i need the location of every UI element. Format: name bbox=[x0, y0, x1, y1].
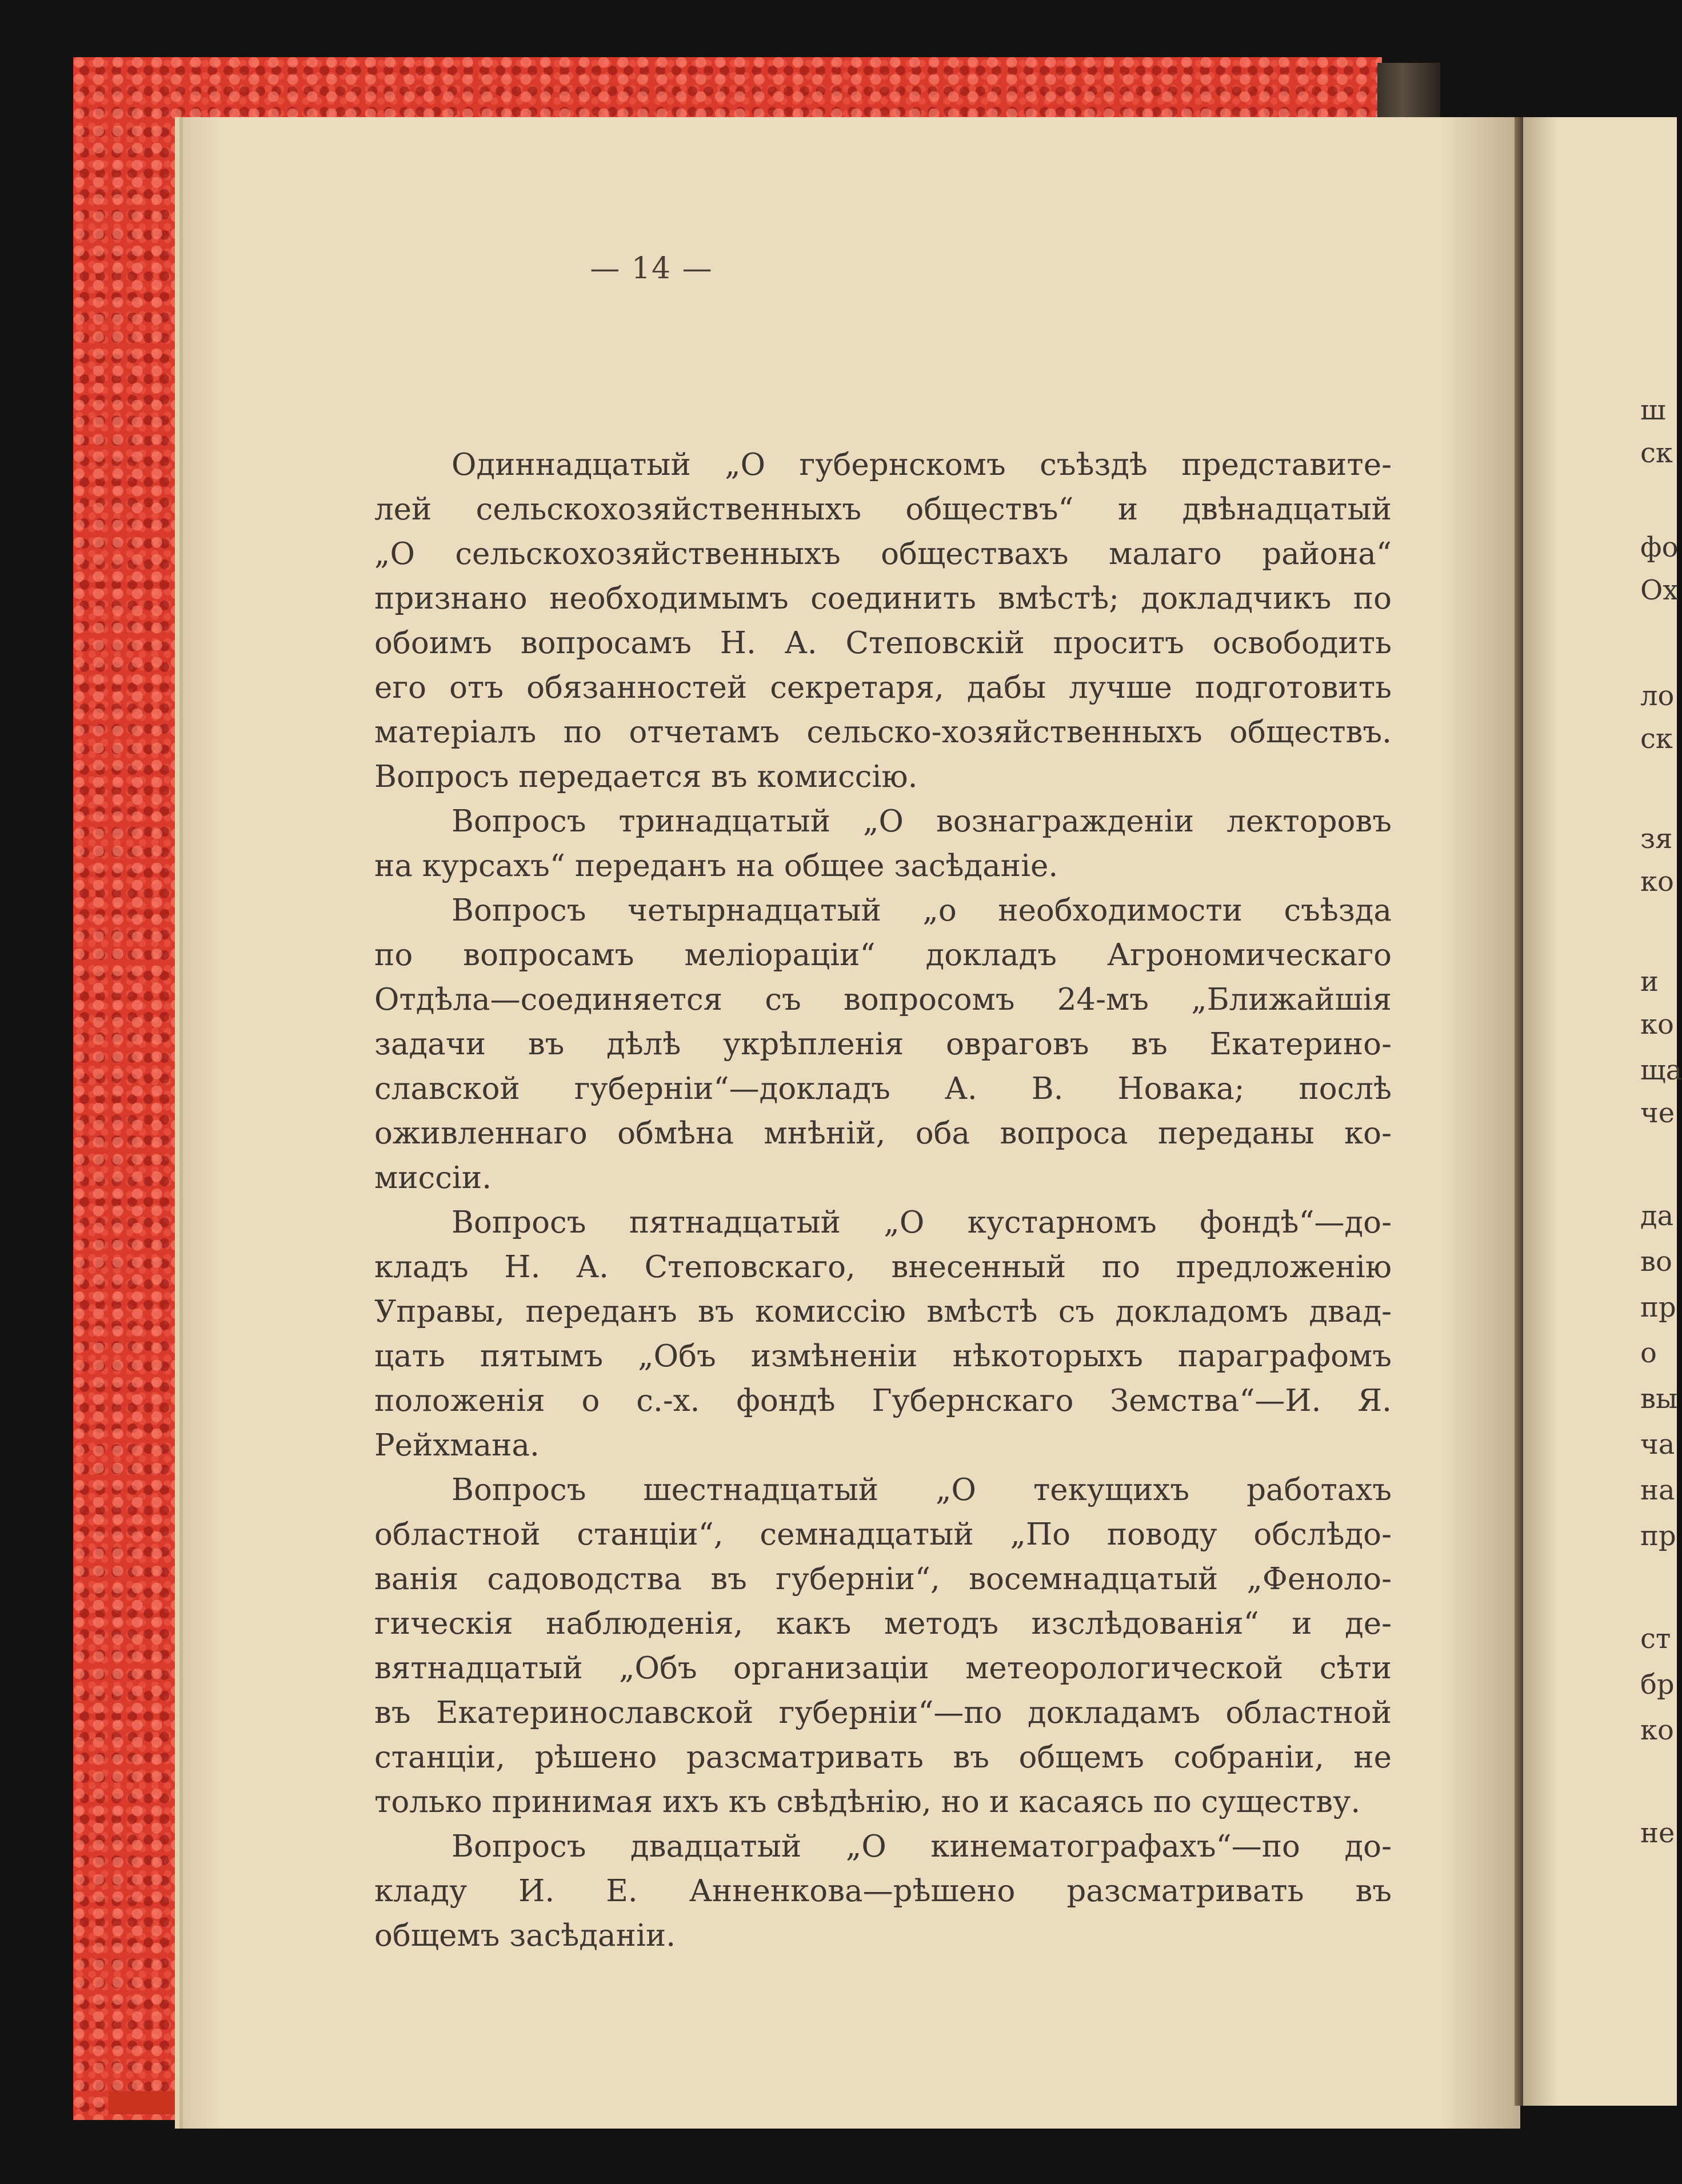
next-page-fragment: ск bbox=[1640, 437, 1673, 469]
text-line: Вопросъ передается въ комиссію. bbox=[374, 759, 918, 794]
text-line: задачи въ дѣлѣ укрѣпленія овраговъ въ Екатерино- bbox=[374, 1027, 1392, 1062]
next-page-fragment: вы bbox=[1640, 1383, 1678, 1415]
text-line: станціи, рѣшено разсматривать въ общемъ собраніи, не bbox=[374, 1740, 1392, 1775]
page-left bbox=[183, 117, 1520, 2129]
text-line: обоимъ вопросамъ Н. А. Степовскій проситъ освободить bbox=[374, 626, 1392, 661]
next-page-fragment: о bbox=[1640, 1337, 1657, 1369]
next-page-fragment: ща bbox=[1640, 1054, 1682, 1086]
next-page-fragment: че bbox=[1640, 1097, 1675, 1129]
next-page-fragment: ко bbox=[1640, 1714, 1674, 1746]
next-page-fragment: ко bbox=[1640, 1009, 1674, 1041]
text-line: Вопросъ пятнадцатый „О кустарномъ фондѣ“—до- bbox=[452, 1205, 1392, 1240]
text-line: только принимая ихъ къ свѣдѣнію, но и касаясь по существу. bbox=[374, 1785, 1361, 1819]
text-line: вятнадцатый „Объ организаціи метеорологической сѣти bbox=[374, 1651, 1392, 1686]
next-page-fragment: во bbox=[1640, 1246, 1672, 1278]
next-page-fragment: и bbox=[1640, 966, 1659, 998]
next-page-fragment: не bbox=[1640, 1817, 1675, 1849]
next-page-fragment: на bbox=[1640, 1474, 1675, 1506]
next-page-fragment: Ох bbox=[1640, 574, 1679, 606]
text-line: кладъ Н. А. Степовскаго, внесенный по предложенію bbox=[374, 1250, 1392, 1285]
next-page-fragment: пр bbox=[1640, 1291, 1676, 1323]
text-line: Отдѣла—соединяется съ вопросомъ 24-мъ „Ближайшія bbox=[374, 982, 1392, 1017]
next-page-fragment: ст bbox=[1640, 1623, 1671, 1655]
text-line: по вопросамъ меліораціи“ докладъ Агрономическаго bbox=[374, 938, 1392, 973]
text-line: въ Екатеринославской губерніи“—по докладамъ областной bbox=[374, 1695, 1392, 1730]
text-line: гическія наблюденія, какъ методъ изслѣдованія“ и де- bbox=[374, 1606, 1392, 1641]
text-line: Управы, переданъ въ комиссію вмѣстѣ съ докладомъ двад- bbox=[374, 1294, 1392, 1329]
text-line: Одиннадцатый „О губернскомъ съѣздѣ представите- bbox=[452, 447, 1392, 482]
text-line: ванія садоводства въ губерніи“, восемнадцатый „Феноло- bbox=[374, 1562, 1392, 1597]
text-line: лей сельскохозяйственныхъ обществъ“ и двѣнадцатый bbox=[374, 492, 1392, 527]
next-page-fragment: ча bbox=[1640, 1429, 1675, 1461]
next-page-fragment: зя bbox=[1640, 823, 1673, 855]
text-line: Вопросъ четырнадцатый „о необходимости съѣзда bbox=[452, 893, 1392, 928]
next-page-fragment: ш bbox=[1640, 394, 1666, 426]
text-line: матеріалъ по отчетамъ сельско-хозяйственныхъ обществъ. bbox=[374, 715, 1392, 750]
page-number: — 14 — bbox=[590, 251, 713, 286]
next-page-fragment: ло bbox=[1640, 680, 1675, 712]
text-line: Вопросъ тринадцатый „О вознагражденіи лекторовъ bbox=[452, 804, 1392, 839]
next-page-fragment: ск bbox=[1640, 723, 1673, 755]
text-line: Вопросъ двадцатый „О кинематографахъ“—по до- bbox=[452, 1829, 1392, 1864]
next-page-fragment: пр bbox=[1640, 1520, 1676, 1552]
next-page-fragment: да bbox=[1640, 1200, 1674, 1232]
text-line: областной станціи“, семнадцатый „По поводу обслѣдо- bbox=[374, 1517, 1392, 1552]
text-line: кладу И. Е. Анненкова—рѣшено разсматривать въ bbox=[374, 1874, 1392, 1909]
text-line: Рейхмана. bbox=[374, 1428, 540, 1463]
text-line: на курсахъ“ переданъ на общее засѣданіе. bbox=[374, 849, 1058, 883]
text-line: признано необходимымъ соединить вмѣстѣ; докладчикъ по bbox=[374, 581, 1392, 616]
text-line: общемъ засѣданіи. bbox=[374, 1918, 676, 1953]
text-line: оживленнаго обмѣна мнѣній, оба вопроса переданы ко- bbox=[374, 1116, 1392, 1151]
text-line: его отъ обязанностей секретаря, дабы лучше подготовить bbox=[374, 670, 1392, 705]
body-text bbox=[374, 443, 1392, 1958]
next-page-fragment: фо bbox=[1640, 531, 1679, 563]
next-page-fragment: ко bbox=[1640, 866, 1674, 898]
text-line: положенія о с.-х. фондѣ Губернскаго Земства“—И. Я. bbox=[374, 1383, 1392, 1418]
text-line: Вопросъ шестнадцатый „О текущихъ работахъ bbox=[452, 1473, 1392, 1507]
text-line: славской губерніи“—докладъ А. В. Новака; послѣ bbox=[374, 1071, 1392, 1106]
text-line: цать пятымъ „Объ измѣненіи нѣкоторыхъ параграфомъ bbox=[374, 1339, 1392, 1374]
next-page-fragment: бр bbox=[1640, 1669, 1675, 1701]
text-line: „О сельскохозяйственныхъ обществахъ малаго района“ bbox=[374, 537, 1392, 571]
text-line: миссіи. bbox=[374, 1161, 492, 1195]
